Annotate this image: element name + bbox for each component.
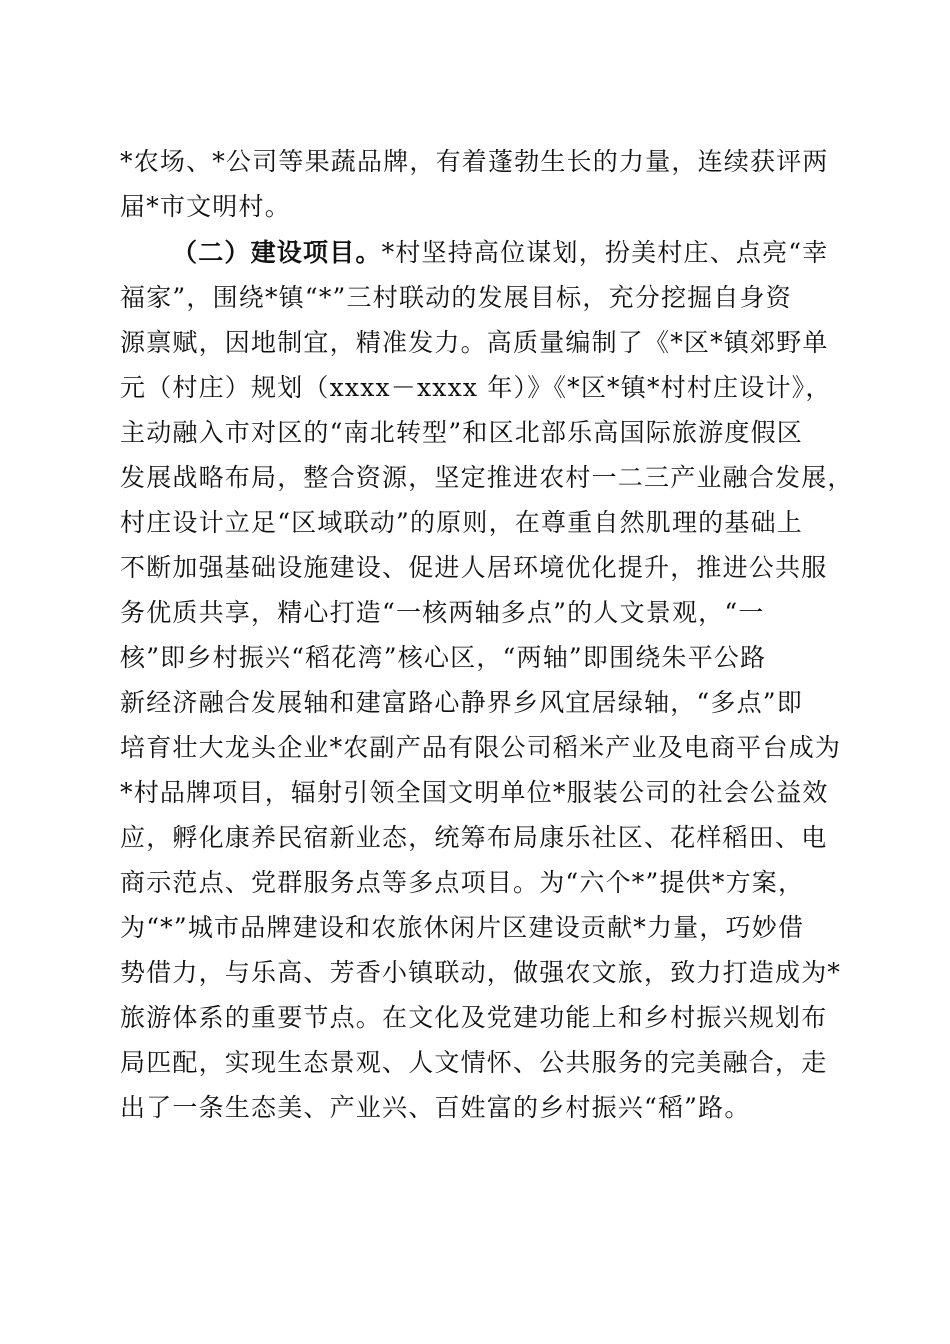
paragraph-2-line-8: 不断加强基础设施建设、促进人居环境优化提升，推进公共服 xyxy=(120,553,828,582)
section-heading: （二）建设项目。 xyxy=(172,238,382,267)
paragraph-2-line-10: 核”即乡村振兴“稻花湾”核心区，“两轴”即围绕朱平公路 xyxy=(120,643,767,672)
paragraph-2-line-1-text: *村坚持高位谋划，扮美村庄、点亮“幸 xyxy=(381,238,829,267)
paragraph-2-line-5: 主动融入市对区的“南北转型”和区北部乐高国际旅游度假区 xyxy=(120,418,803,447)
paragraph-2-line-17: 势借力，与乐高、芳香小镇联动，做强农文旅，致力打造成为* xyxy=(120,958,842,987)
paragraph-2-line-18: 旅游体系的重要节点。在文化及党建功能上和乡村振兴规划布 xyxy=(120,1003,828,1032)
paragraph-2-line-9: 务优质共享，精心打造“一核两轴多点”的人文景观，“一 xyxy=(120,598,765,627)
paragraph-2-line-15: 商示范点、党群服务点等多点项目。为“六个*”提供*方案， xyxy=(120,868,805,897)
paragraph-2-line-7: 村庄设计立足“区域联动”的原则，在尊重自然肌理的基础上 xyxy=(120,508,803,537)
paragraph-2-line-1 xyxy=(172,233,829,273)
paragraph-1-line-2: 届*市文明村。 xyxy=(120,192,291,221)
paragraph-2-line-13: *村品牌项目，辐射引领全国文明单位*服装公司的社会公益效 xyxy=(120,778,829,807)
paragraph-2-line-11: 新经济融合发展轴和建富路心静界乡风宜居绿轴，“多点”即 xyxy=(120,688,803,717)
paragraph-2-line-19: 局匹配，实现生态景观、人文情怀、公共服务的完美融合，走 xyxy=(120,1048,828,1077)
paragraph-2-line-6: 发展战略布局，整合资源，坚定推进农村一二三产业融合发展， xyxy=(120,463,854,492)
paragraph-2-line-4: 元（村庄）规划（xxxx－xxxx 年）》《*区*镇*村村庄设计》， xyxy=(120,373,832,402)
paragraph-2-line-2: 福家”，围绕*镇“*”三村联动的发展目标，充分挖掘自身资 xyxy=(120,283,792,312)
paragraph-2-line-20: 出了一条生态美、产业兴、百姓富的乡村振兴“稻”路。 xyxy=(120,1093,751,1122)
paragraph-1-line-1: *农场、*公司等果蔬品牌，有着蓬勃生长的力量，连续获评两 xyxy=(120,147,829,176)
paragraph-2-line-3: 源禀赋，因地制宜，精准发力。高质量编制了《*区*镇郊野单 xyxy=(120,328,829,357)
paragraph-2-line-14: 应，孵化康养民宿新业态，统筹布局康乐社区、花样稻田、电 xyxy=(120,823,828,852)
paragraph-2-line-12: 培育壮大龙头企业*农副产品有限公司稻米产业及电商平台成为 xyxy=(120,733,842,762)
paragraph-2-line-16: 为“*”城市品牌建设和农旅休闲片区建设贡献*力量，巧妙借 xyxy=(120,913,805,942)
